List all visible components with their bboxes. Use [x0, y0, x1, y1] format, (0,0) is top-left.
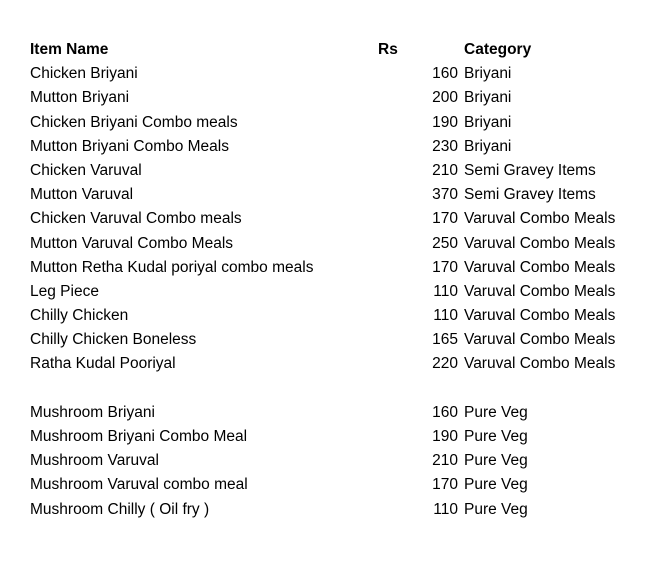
category-cell: Briyani [464, 137, 512, 155]
category-cell: Briyani [464, 65, 512, 83]
menu-price-table [30, 38, 640, 522]
category-cell: Varuval Combo Meals [464, 355, 616, 373]
section-spacer [30, 377, 640, 401]
category-cell: Pure Veg [464, 500, 528, 518]
category-cell: Pure Veg [464, 403, 528, 421]
item-name-cell: Mutton Briyani Combo Meals [30, 137, 229, 155]
price-cell: 230 [432, 137, 458, 155]
table-row [30, 425, 640, 449]
table-row [30, 449, 640, 473]
table-header-row [30, 38, 640, 62]
item-name-cell: Mushroom Varuval combo meal [30, 476, 248, 494]
price-cell: 170 [432, 210, 458, 228]
item-name-cell: Chilly Chicken Boneless [30, 331, 197, 349]
price-cell: 170 [432, 258, 458, 276]
table-row [30, 183, 640, 207]
item-name-cell: Chicken Varuval Combo meals [30, 210, 242, 228]
table-row [30, 473, 640, 497]
category-cell: Varuval Combo Meals [464, 258, 616, 276]
table-row [30, 111, 640, 135]
price-cell: 160 [432, 65, 458, 83]
table-row [30, 280, 640, 304]
table-row [30, 62, 640, 86]
price-cell: 165 [432, 331, 458, 349]
item-name-cell: Mushroom Briyani [30, 403, 155, 421]
price-cell: 250 [432, 234, 458, 252]
category-cell: Pure Veg [464, 428, 528, 445]
price-cell: 370 [432, 186, 458, 204]
item-name-cell: Chilly Chicken [30, 307, 129, 325]
item-name-cell: Ratha Kudal Pooriyal [30, 355, 176, 373]
header-item-name: Item Name [30, 41, 109, 58]
table-row [30, 159, 640, 183]
header-rs: Rs [378, 41, 398, 58]
table-row [30, 86, 640, 110]
price-cell: 210 [432, 452, 458, 470]
item-name-cell: Mutton Varuval [30, 186, 134, 204]
category-cell: Semi Gravey Items [464, 186, 596, 204]
item-name-cell: Chicken Varuval [30, 161, 142, 179]
price-cell: 190 [432, 428, 458, 445]
table-row [30, 256, 640, 280]
category-cell: Varuval Combo Meals [464, 282, 616, 300]
item-name-cell: Mutton Retha Kudal poriyal combo meals [30, 258, 314, 276]
table-row [30, 401, 640, 425]
category-cell: Pure Veg [464, 452, 528, 470]
category-cell: Briyani [464, 113, 512, 131]
price-cell: 220 [432, 355, 458, 373]
category-cell: Varuval Combo Meals [464, 307, 616, 325]
table-row [30, 498, 640, 522]
table-row [30, 232, 640, 256]
table-row [30, 135, 640, 159]
category-cell: Varuval Combo Meals [464, 331, 616, 349]
price-cell: 110 [433, 282, 458, 300]
price-cell: 200 [432, 89, 458, 107]
table-section-non-veg [30, 62, 640, 376]
table-row [30, 304, 640, 328]
category-cell: Briyani [464, 89, 512, 107]
price-cell: 110 [433, 307, 458, 325]
price-cell: 110 [433, 500, 458, 518]
category-cell: Varuval Combo Meals [464, 234, 616, 252]
price-cell: 210 [432, 161, 458, 179]
item-name-cell: Mutton Briyani [30, 89, 130, 107]
header-category: Category [464, 41, 532, 58]
item-name-cell: Mushroom Briyani Combo Meal [30, 428, 248, 445]
category-cell: Varuval Combo Meals [464, 210, 616, 228]
price-cell: 160 [432, 403, 458, 421]
item-name-cell: Mutton Varuval Combo Meals [30, 234, 234, 252]
table-section-veg [30, 401, 640, 522]
price-cell: 190 [432, 113, 458, 131]
price-cell: 170 [432, 476, 458, 494]
item-name-cell: Leg Piece [30, 282, 99, 300]
category-cell: Pure Veg [464, 476, 528, 494]
item-name-cell: Chicken Briyani [30, 65, 138, 83]
table-row [30, 328, 640, 352]
item-name-cell: Mushroom Varuval [30, 452, 159, 470]
table-row [30, 352, 640, 376]
item-name-cell: Chicken Briyani Combo meals [30, 113, 238, 131]
item-name-cell: Mushroom Chilly ( Oil fry ) [30, 500, 210, 518]
table-row [30, 207, 640, 231]
category-cell: Semi Gravey Items [464, 161, 596, 179]
